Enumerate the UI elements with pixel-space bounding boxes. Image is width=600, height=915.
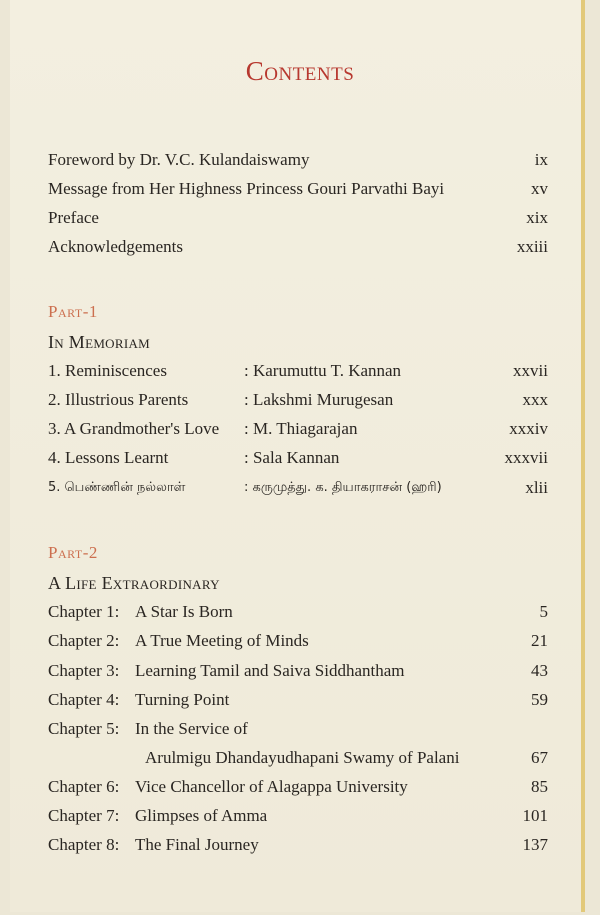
chapter-label: Chapter 1: (48, 602, 120, 621)
entry-author: : கருமுத்து. க. தியாகராசன் (ஹரி) (244, 480, 442, 495)
entry-page: xxxvii (504, 448, 548, 467)
toc-entry (0, 419, 600, 443)
entry-title: Foreword by Dr. V.C. Kulandaiswamy (48, 150, 310, 169)
entry-title: 2. Illustrious Parents (48, 390, 189, 409)
chapter-title: Glimpses of Amma (135, 806, 268, 825)
toc-entry (0, 390, 600, 414)
part-1-heading: In Memoriam (48, 332, 151, 352)
entry-page: 43 (531, 661, 548, 680)
toc-entry (0, 690, 600, 714)
chapter-title: Turning Point (135, 690, 230, 709)
toc-entry (0, 361, 600, 385)
chapter-label: Chapter 2: (48, 631, 120, 650)
entry-page: xxx (522, 390, 548, 409)
chapter-title: Arulmigu Dhandayudhapani Swamy of Palani (145, 748, 460, 767)
entry-page: 67 (531, 748, 548, 767)
chapter-title: A Star Is Born (135, 602, 233, 621)
entry-page: 85 (531, 777, 548, 796)
toc-entry (0, 719, 600, 743)
entry-page: xxiii (516, 237, 548, 256)
chapter-label: Chapter 5: (48, 719, 120, 738)
entry-title: Preface (48, 208, 99, 227)
chapter-title: Learning Tamil and Saiva Siddhantham (135, 661, 405, 680)
entry-author: : M. Thiagarajan (244, 419, 358, 438)
entry-page: 59 (531, 690, 548, 709)
part-1-label: Part-1 (48, 302, 98, 321)
toc-entry (0, 602, 600, 626)
entry-page: ix (534, 150, 548, 169)
chapter-label: Chapter 8: (48, 835, 120, 854)
entry-page: xv (531, 179, 548, 198)
part-2-heading: A Life Extraordinary (48, 573, 220, 593)
entry-author: : Lakshmi Murugesan (244, 390, 394, 409)
toc-entry (0, 631, 600, 655)
toc-entry (0, 448, 600, 472)
chapter-label: Chapter 6: (48, 777, 120, 796)
entry-page: xxxiv (509, 419, 548, 438)
part-2-label: Part-2 (48, 543, 98, 562)
contents-title: Contents (245, 56, 355, 86)
toc-entry (0, 478, 600, 502)
entry-title: 1. Reminiscences (48, 361, 167, 380)
toc-entry (0, 661, 600, 685)
chapter-label: Chapter 4: (48, 690, 120, 709)
entry-author: : Sala Kannan (244, 448, 340, 467)
chapter-label: Chapter 7: (48, 806, 120, 825)
toc-entry (0, 777, 600, 801)
entry-page: 101 (522, 806, 548, 825)
entry-page: xlii (525, 478, 548, 497)
entry-title: 4. Lessons Learnt (48, 448, 169, 467)
entry-page: 5 (539, 602, 548, 621)
entry-title: Message from Her Highness Princess Gouri Parvathi Bayi (48, 179, 445, 198)
toc-entry (0, 208, 600, 232)
entry-page: 137 (522, 835, 548, 854)
toc-entry (0, 835, 600, 859)
chapter-title: In the Service of (135, 719, 248, 738)
entry-page: xix (526, 208, 548, 227)
toc-entry (0, 806, 600, 830)
toc-entry (0, 237, 600, 261)
chapter-label: Chapter 3: (48, 661, 120, 680)
chapter-title: Vice Chancellor of Alagappa University (135, 777, 408, 796)
entry-title: Acknowledgements (48, 237, 184, 256)
chapter-title: A True Meeting of Minds (135, 631, 309, 650)
entry-title: 5. பெண்ணின் நல்லாள் (48, 480, 186, 495)
entry-author: : Karumuttu T. Kannan (244, 361, 402, 380)
entry-title: 3. A Grandmother's Love (48, 419, 220, 438)
toc-entry (0, 179, 600, 203)
entry-page: xxvii (513, 361, 548, 380)
toc-entry (0, 150, 600, 174)
chapter-title: The Final Journey (135, 835, 259, 854)
entry-page: 21 (531, 631, 548, 650)
toc-entry (0, 748, 600, 772)
